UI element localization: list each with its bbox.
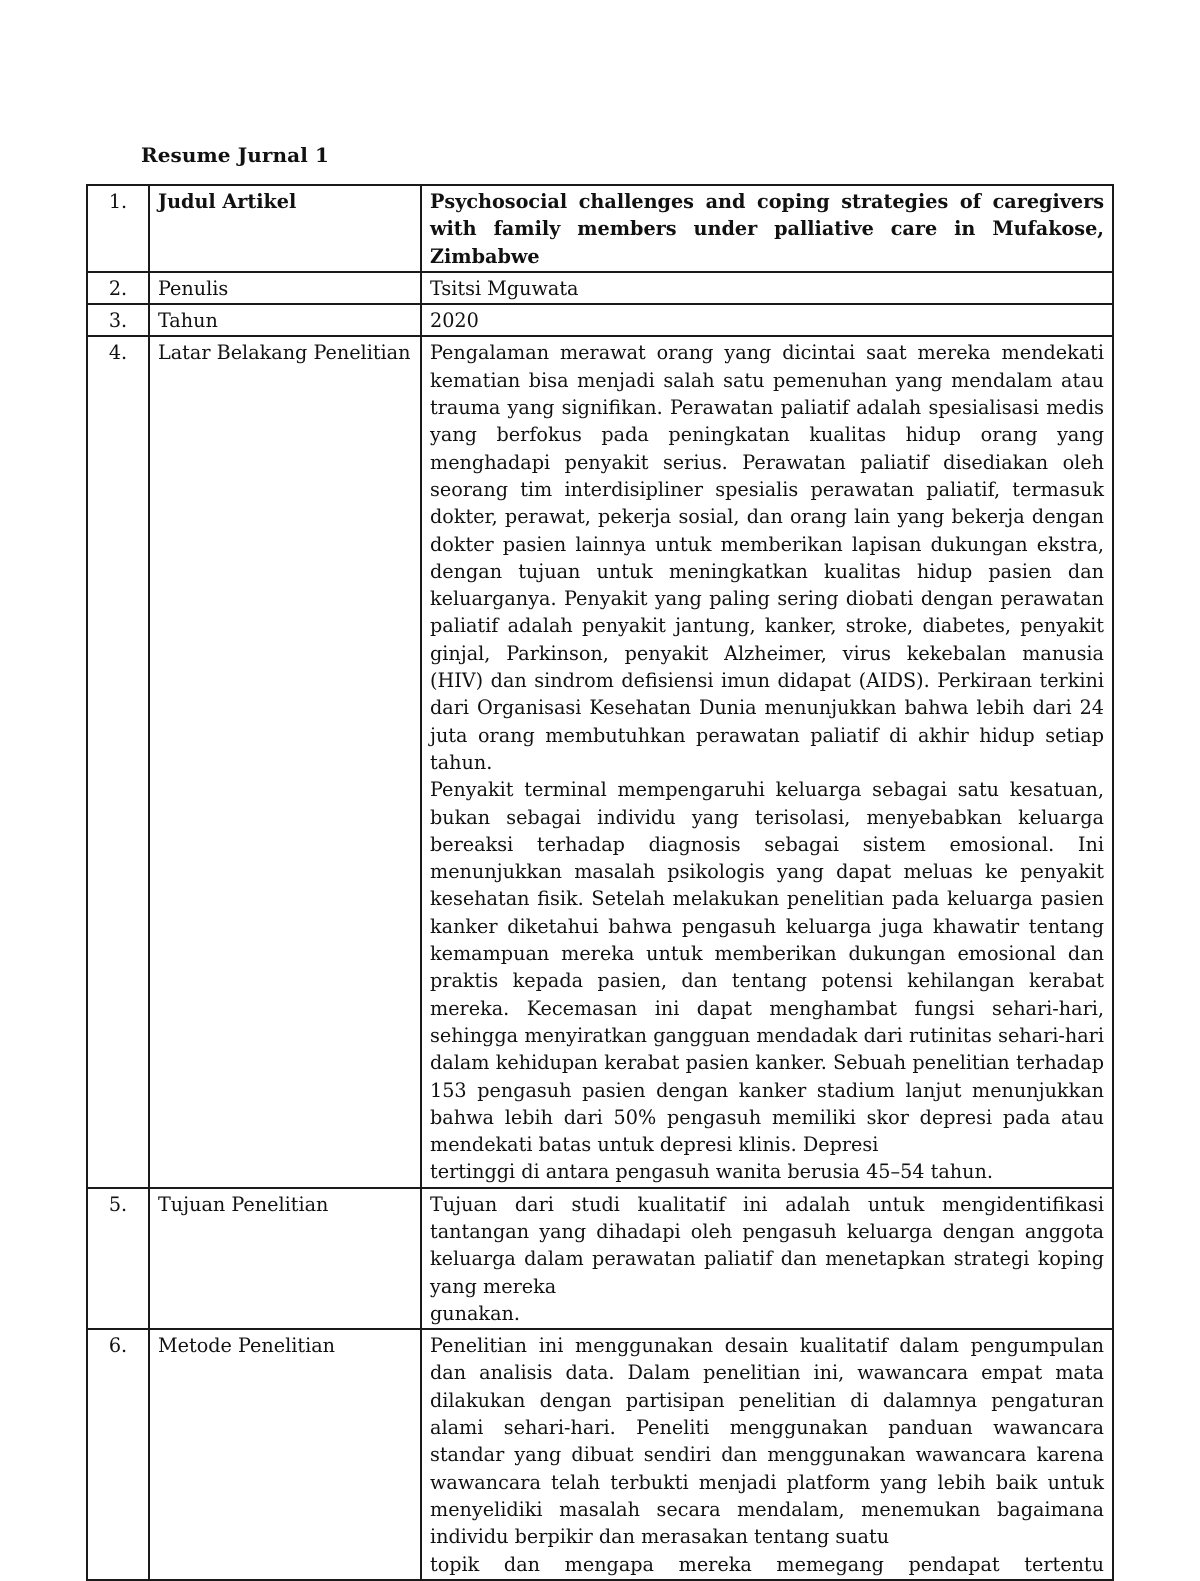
row-label: Judul Artikel	[149, 185, 421, 272]
background-paragraph-1: Pengalaman merawat orang yang dicintai saat mereka mendekati kematian bisa menjadi salah satu pemenuhan yang mendalam atau trauma yang signifikan. Perawatan paliatif adalah spesialisasi medis yang berfokus pada peningkatan kualitas hidup orang yang menghadapi penyakit serius. Perawatan paliatif disediakan oleh seorang tim interdisipliner spesialis perawatan paliatif, termasuk dokter, perawat, pekerja sosial, dan orang lain yang bekerja dengan dokter pasien lainnya untuk memberikan lapisan dukungan ekstra, dengan tujuan untuk meningkatkan kualitas hidup pasien dan keluarganya. Penyakit yang paling sering diobati dengan perawatan paliatif adalah penyakit jantung, kanker, stroke, diabetes, penyakit ginjal, Parkinson, penyakit Alzheimer, virus kekebalan manusia (HIV) dan sindrom defisiensi imun didapat (AIDS). Perkiraan terkini dari Organisasi Kesehatan Dunia menunjukkan bahwa lebih dari 24 juta orang membutuhkan perawatan paliatif di akhir hidup setiap tahun.	[430, 341, 1104, 774]
table-row	[87, 1188, 1113, 1329]
table-row	[87, 304, 1113, 336]
row-value	[421, 1188, 1113, 1329]
table-row	[87, 185, 1113, 272]
row-value	[421, 304, 1113, 336]
row-number: 1.	[87, 185, 149, 272]
article-title-text: Psychosocial challenges and coping strategies of caregivers with family members under palliative care in Mufakose, Zimbabwe	[430, 190, 1104, 268]
row-label: Tahun	[149, 304, 421, 336]
year-text: 2020	[430, 309, 479, 333]
background-paragraph-2: Penyakit terminal mempengaruhi keluarga sebagai satu kesatuan, bukan sebagai individu yang terisolasi, menyebabkan keluarga bereaksi terhadap diagnosis sebagai sistem emosional. Ini menunjukkan masalah psikologis yang dapat meluas ke penyakit kesehatan fisik. Setelah melakukan penelitian pada keluarga pasien kanker diketahui bahwa pengasuh keluarga juga khawatir tentang kemampuan mereka untuk memberikan dukungan emosional dan praktis kepada pasien, dan tentang potensi kehilangan kerabat mereka. Kecemasan ini dapat menghambat fungsi sehari-hari, sehingga menyiratkan gangguan mendadak dari rutinitas sehari-hari dalam kehidupan kerabat pasien kanker. Sebuah penelitian terhadap 153 pengasuh pasien dengan kanker stadium lanjut menunjukkan bahwa lebih dari 50% pengasuh memiliki skor depresi pada atau mendekati batas untuk depresi klinis. Depresi	[430, 778, 1104, 1157]
row-label: Penulis	[149, 272, 421, 304]
table-row	[87, 336, 1113, 1187]
objective-paragraph-2: gunakan.	[430, 1301, 520, 1325]
row-value	[421, 336, 1113, 1187]
row-value	[421, 1329, 1113, 1580]
row-number: 6.	[87, 1329, 149, 1580]
author-text: Tsitsi Mguwata	[430, 276, 579, 300]
table-row	[87, 272, 1113, 304]
row-number: 2.	[87, 272, 149, 304]
row-value	[421, 185, 1113, 272]
objective-paragraph-1: Tujuan dari studi kualitatif ini adalah untuk mengidentifikasi tantangan yang dihadapi oleh pengasuh keluarga dengan anggota keluarga dalam perawatan paliatif dan menetapkan strategi koping yang mereka	[430, 1192, 1104, 1298]
row-label: Latar Belakang Penelitian	[149, 336, 421, 1187]
resume-table	[86, 184, 1114, 1581]
row-number: 3.	[87, 304, 149, 336]
row-label: Metode Penelitian	[149, 1329, 421, 1580]
method-paragraph-1: Penelitian ini menggunakan desain kualitatif dalam pengumpulan dan analisis data. Dalam penelitian ini, wawancara empat mata dilakukan dengan partisipan penelitian di dalamnya pengaturan alami sehari-hari. Peneliti menggunakan panduan wawancara standar yang dibuat sendiri dan menggunakan wawancara karena wawancara telah terbukti menjadi platform yang lebih baik untuk menyelidiki masalah secara mendalam, menemukan bagaimana individu berpikir dan merasakan tentang suatu	[430, 1334, 1104, 1549]
row-value	[421, 272, 1113, 304]
row-number: 5.	[87, 1188, 149, 1329]
row-label: Tujuan Penelitian	[149, 1188, 421, 1329]
table-row	[87, 1329, 1113, 1580]
document-title: Resume Jurnal 1	[141, 143, 330, 167]
method-paragraph-2: topik dan mengapa mereka memegang pendapat tertentu	[430, 1552, 1104, 1576]
row-number: 4.	[87, 336, 149, 1187]
background-paragraph-3: tertinggi di antara pengasuh wanita berusia 45–54 tahun.	[430, 1160, 993, 1184]
